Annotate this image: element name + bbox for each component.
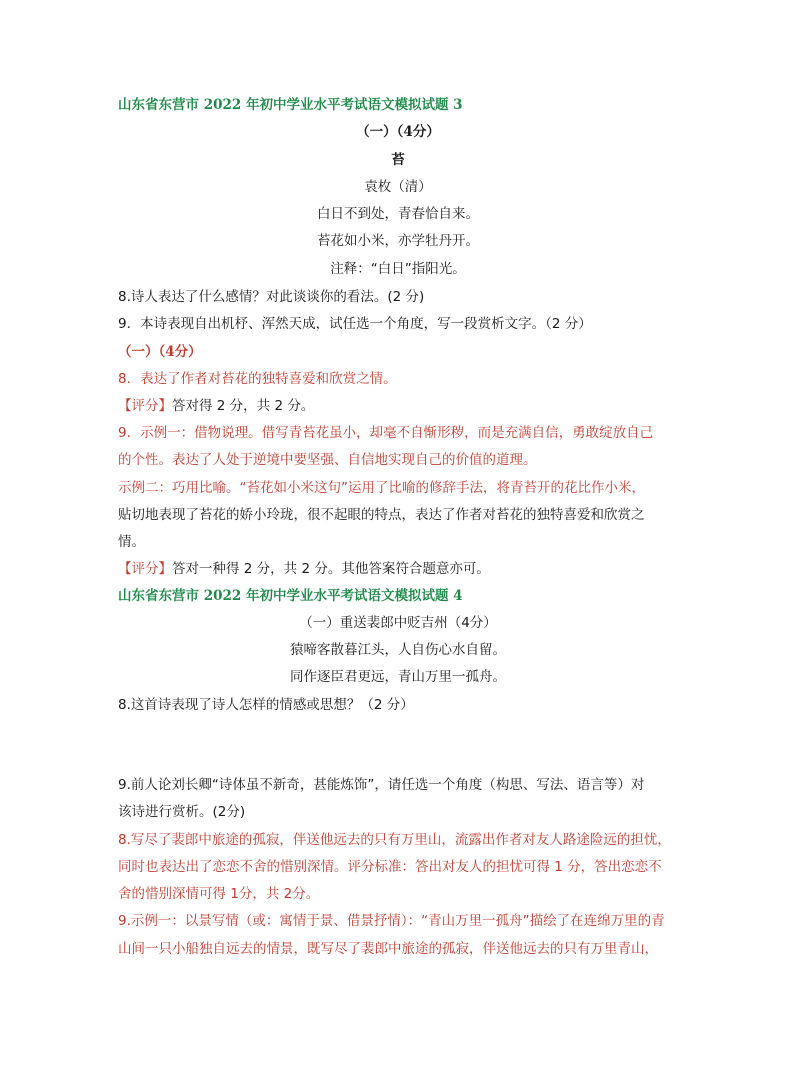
section4-part-title: （一）重送裴郎中贬吉州（4分） <box>299 615 497 631</box>
section4-answer-8-line-3: 舍的惜别深情可得 1分，共 2分。 <box>118 886 320 902</box>
answer-8: 8．表达了作者对苔花的独特喜爱和欣赏之情。 <box>118 371 397 387</box>
poem-author: 袁枚（清） <box>364 179 432 195</box>
section4-question-8: 8.这首诗表现了诗人怎样的情感或思想？（2 分） <box>118 697 414 713</box>
section4-heading: 山东省东营市 2022 年初中学业水平考试语文模拟试题 4 <box>118 588 463 604</box>
answer-part-title: （一）（4分） <box>118 344 202 360</box>
score-text: 答对一种得 2 分，共 2 分。其他答案符合题意亦可。 <box>172 561 490 577</box>
poem2-line-1: 猿啼客散暮江头，人自伤心水自留。 <box>290 642 506 658</box>
score-note-1 <box>118 397 314 415</box>
section4-question-9-line-1: 9.前人论刘长卿“诗体虽不新奇，甚能炼饰”，请任选一个角度（构思、写法、语言等）对 <box>118 777 645 793</box>
section4-answer-9-line-2: 山间一只小船独自远去的情景，既写尽了裴郎中旅途的孤寂，伴送他远去的只有万里青山， <box>118 941 658 957</box>
poem-note: 注释：“白日”指阳光。 <box>330 261 466 277</box>
score-note-2 <box>118 560 490 578</box>
score-tag: 【评分】 <box>118 398 172 414</box>
answer-9-quote: “青山万里一孤舟” <box>421 913 530 929</box>
score-text: 答对得 2 分，共 2 分。 <box>172 398 315 414</box>
section4-question-9-line-2: 该诗进行赏析。(2分) <box>118 804 246 820</box>
question-8: 8.诗人表达了什么感情？对此谈谈你的看法。(2 分) <box>118 289 425 305</box>
answer-9-line-5: 情。 <box>118 534 145 550</box>
score-tag: 【评分】 <box>118 561 172 577</box>
answer-9-line-2: 的个性。表达了人处于逆境中要坚强、自信地实现自己的价值的道理。 <box>118 452 537 468</box>
poem2-line-2: 同作逐臣君更远，青山万里一孤舟。 <box>290 669 506 685</box>
poem-title: 苔 <box>391 152 405 168</box>
example-2-text: “苔花如小米这句”运用了比喻的修辞手法，将青苔开的花比作小米， <box>239 480 645 496</box>
answer-9-line-1: 9．示例一：借物说理。借写青苔花虽小，却毫不自惭形秽，而是充满自信，勇敢绽放自己 <box>118 425 654 441</box>
poem-line-1: 白日不到处，青春恰自来。 <box>317 206 479 222</box>
section4-answer-8-line-1: 8.写尽了裴郎中旅途的孤寂，伴送他远去的只有万里山，流露出作者对友人路途险远的担忧， <box>118 832 671 848</box>
example-2-label: 示例二：巧用比喻。 <box>118 480 240 496</box>
question-9: 9．本诗表现自出机杼、浑然天成，试任选一个角度，写一段赏析文字。（2 分） <box>118 316 592 332</box>
answer-9-line-4: 贴切地表现了苔花的娇小玲珑，很不起眼的特点，表达了作者对苔花的独特喜爱和欣赏之 <box>118 507 645 523</box>
section3-heading: 山东省东营市 2022 年初中学业水平考试语文模拟试题 3 <box>118 97 463 113</box>
answer-9-rest: 描绘了在连绵万里的青 <box>529 913 665 929</box>
section4-answer-8-line-2: 同时也表达出了恋恋不舍的惜别深情。评分标准：答出对友人的担忧可得 1 分，答出恋恋不 <box>118 859 662 875</box>
section4-answer-9-line-1 <box>118 912 665 930</box>
answer-9-line-3 <box>118 479 645 497</box>
poem-line-2: 苔花如小米，亦学牡丹开。 <box>317 233 479 249</box>
section3-part-title: （一）（4分） <box>356 124 440 140</box>
answer-9-lead: 9.示例一：以景写情（或：寓情于景、借景抒情）： <box>118 913 422 929</box>
